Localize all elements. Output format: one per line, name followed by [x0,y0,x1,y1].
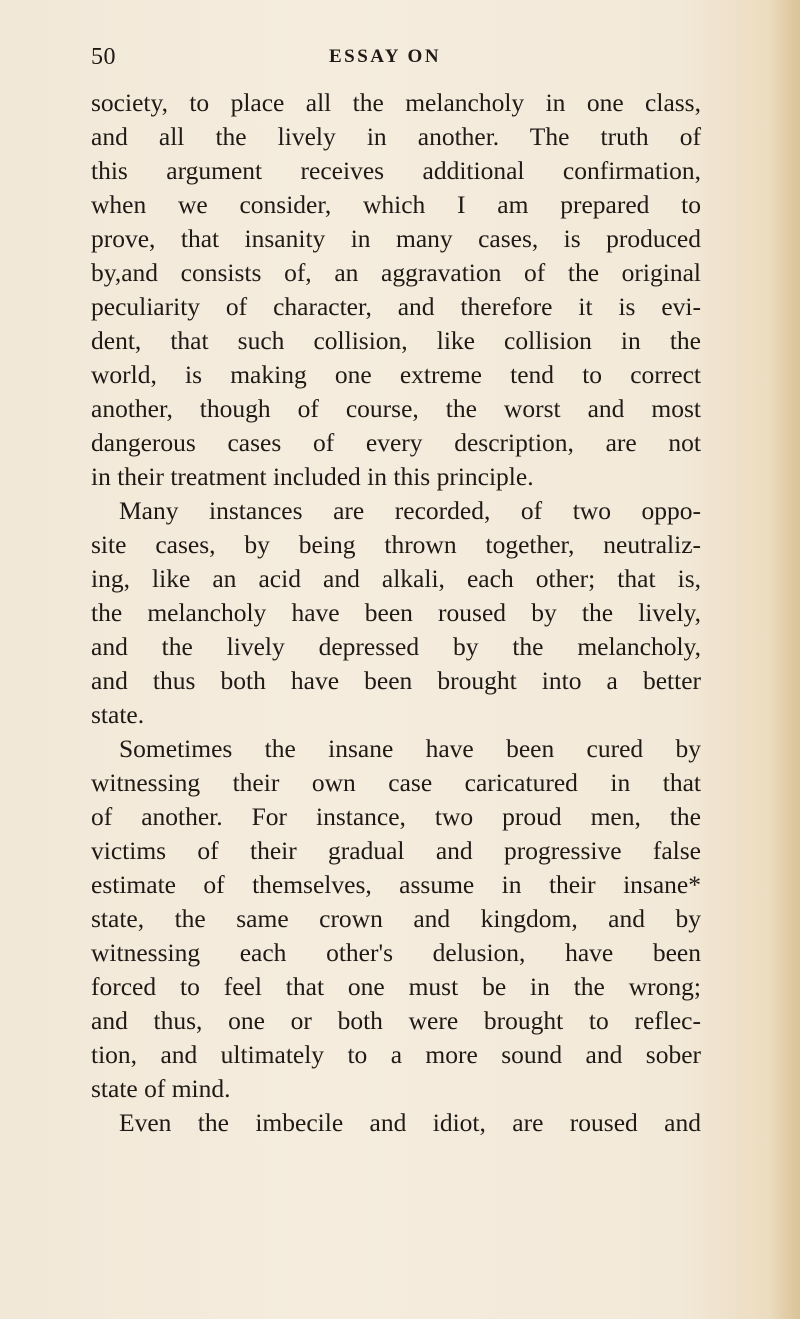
text-line: ing, like an acid and alkali, each other; that is, [91,564,701,593]
page-number: 50 [91,44,116,70]
text-line: Many instances are recorded, of two oppo- [119,496,701,525]
text-line: witnessing each other's delusion, have been [91,938,701,967]
text-line: and thus, one or both were brought to reflec- [91,1006,701,1035]
running-title: ESSAY ON [329,46,442,67]
text-line: dent, that such collision, like collision in the [91,326,701,355]
text-line: of another. For instance, two proud men, the [91,802,701,831]
text-line: when we consider, which I am prepared to [91,190,701,219]
text-line: state, the same crown and kingdom, and by [91,904,701,933]
text-line: estimate of themselves, assume in their insane* [91,870,701,899]
text-line: this argument receives additional confirmation, [91,156,701,185]
text-line: and thus both have been brought into a better [91,666,701,695]
text-line: by,and consists of, an aggravation of the original [91,258,701,287]
text-line: site cases, by being thrown together, neutraliz- [91,530,701,559]
text-line: dangerous cases of every description, are not [91,428,701,457]
text-line: in their treatment included in this principle. [91,462,534,491]
text-line: prove, that insanity in many cases, is produced [91,224,701,253]
text-line: state. [91,700,145,729]
text-line: society, to place all the melancholy in one class, [91,88,701,117]
text-line: tion, and ultimately to a more sound and sober [91,1040,701,1069]
body-text [91,86,701,1140]
page-edge-shadow [772,0,800,1319]
text-line: state of mind. [91,1074,231,1103]
text-line: and the lively depressed by the melancholy, [91,632,701,661]
text-line: peculiarity of character, and therefore it is evi- [91,292,701,321]
text-line: Sometimes the insane have been cured by [119,734,701,763]
text-line: world, is making one extreme tend to correct [91,360,701,389]
text-line: victims of their gradual and progressive false [91,836,701,865]
text-line: forced to feel that one must be in the wrong; [91,972,701,1001]
text-line: the melancholy have been roused by the lively, [91,598,701,627]
text-line: another, though of course, the worst and most [91,394,701,423]
text-line: and all the lively in another. The truth of [91,122,701,151]
text-line: Even the imbecile and idiot, are roused and [119,1108,701,1137]
text-line: witnessing their own case caricatured in that [91,768,701,797]
running-header [91,44,711,80]
